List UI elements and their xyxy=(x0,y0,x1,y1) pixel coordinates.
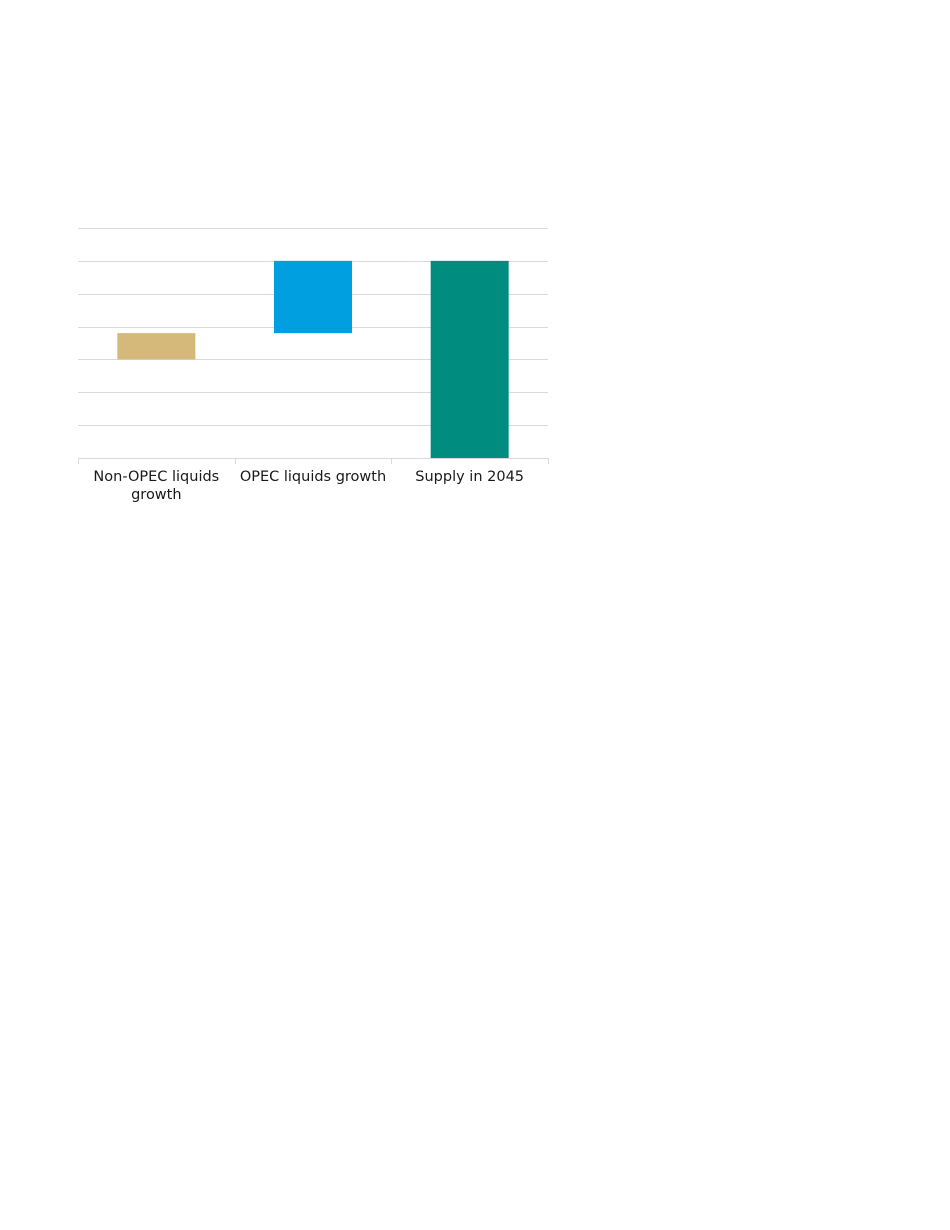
x-tick-label: Non-OPEC liquids growth xyxy=(93,469,220,503)
x-axis xyxy=(78,458,549,464)
waterfall-chart xyxy=(0,0,950,520)
x-tick-labels xyxy=(93,469,524,503)
bar-non-opec-liquids-growth xyxy=(117,333,195,359)
bar-supply-in-2045 xyxy=(431,261,509,458)
x-tick-label: OPEC liquids growth xyxy=(239,469,387,485)
bar-opec-liquids-growth xyxy=(274,261,352,333)
x-tick-label: Supply in 2045 xyxy=(415,469,525,485)
